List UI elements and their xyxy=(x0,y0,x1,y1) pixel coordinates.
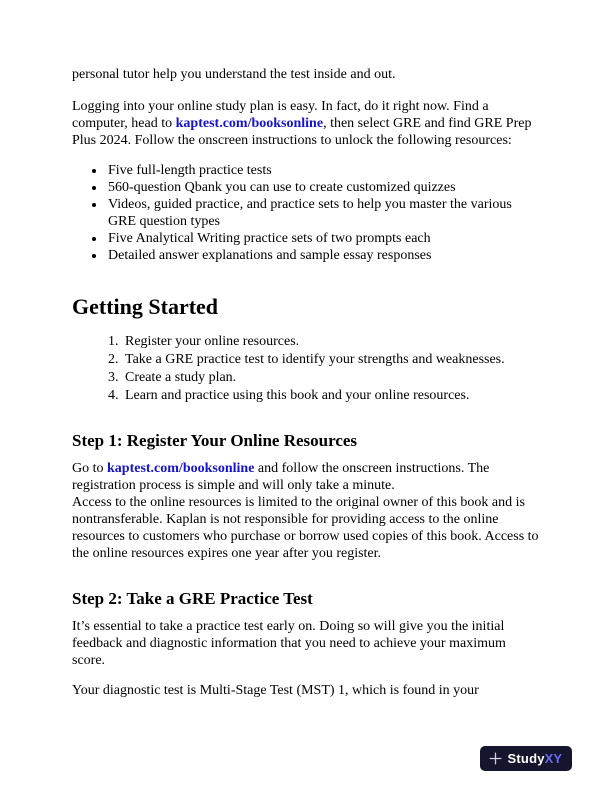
login-text-pre: Logging into your online study plan is easy. In fact, do it right now. Find a computer, head to xyxy=(72,99,489,131)
step1-paragraph-2: Access to the online resources is limited to the original owner of this book and is nontransferable. Kaplan is not responsible for providing access to the online resources to customers who purchase or borrow used copies of this book. Access to the online resources expires one year after you register. xyxy=(72,495,539,561)
list-item: 4. Learn and practice using this book and your online resources. xyxy=(122,387,540,404)
step2-heading: Step 2: Take a GRE Practice Test xyxy=(72,589,313,608)
list-item: • Videos, guided practice, and practice sets to help you master the various GRE question types xyxy=(106,196,540,230)
logo-text xyxy=(508,751,562,766)
login-text-post: , then select GRE and find GRE Prep Plus 2024. Follow the onscreen instructions to unlock the following resources: xyxy=(72,116,532,148)
list-item: • 560-question Qbank you can use to create customized quizzes xyxy=(106,179,540,196)
carryover-line: personal tutor help you understand the test inside and out. xyxy=(72,67,396,82)
step1-heading: Step 1: Register Your Online Resources xyxy=(72,431,358,450)
list-item: 2. Take a GRE practice test to identify your strengths and weaknesses. xyxy=(122,351,540,368)
kaptest-booksonline-link-2[interactable]: kaptest.com/booksonline xyxy=(107,461,255,476)
list-item: • Detailed answer explanations and sample essay responses xyxy=(106,247,540,264)
getting-started-list xyxy=(72,333,540,404)
resources-list xyxy=(72,162,540,264)
plus-icon xyxy=(489,752,502,765)
step2-paragraph-2: Your diagnostic test is Multi-Stage Test (MST) 1, which is found in your xyxy=(72,683,479,698)
studyxy-logo xyxy=(480,746,572,771)
step1-text-pre: Go to xyxy=(72,461,107,476)
list-item: 3. Create a study plan. xyxy=(122,369,540,386)
logo-xy: XY xyxy=(544,751,562,766)
section-heading: Getting Started xyxy=(72,294,219,319)
kaptest-booksonline-link[interactable]: kaptest.com/booksonline xyxy=(175,116,324,131)
step1-text-post: and follow the onscreen instructions. The registration process is simple and will only take a minute. xyxy=(72,461,490,493)
list-item: • Five Analytical Writing practice sets of two prompts each xyxy=(106,230,540,247)
paragraph-login xyxy=(72,98,540,149)
logo-study: Study xyxy=(507,751,545,766)
step2-paragraph-1: It’s essential to take a practice test early on. Doing so will give you the initial feedback and diagnostic information that you need to achieve your maximum score. xyxy=(72,619,506,668)
list-item: • Five full-length practice tests xyxy=(106,162,540,179)
step1-paragraph-1 xyxy=(72,460,540,494)
list-item: 1. Register your online resources. xyxy=(122,333,540,350)
